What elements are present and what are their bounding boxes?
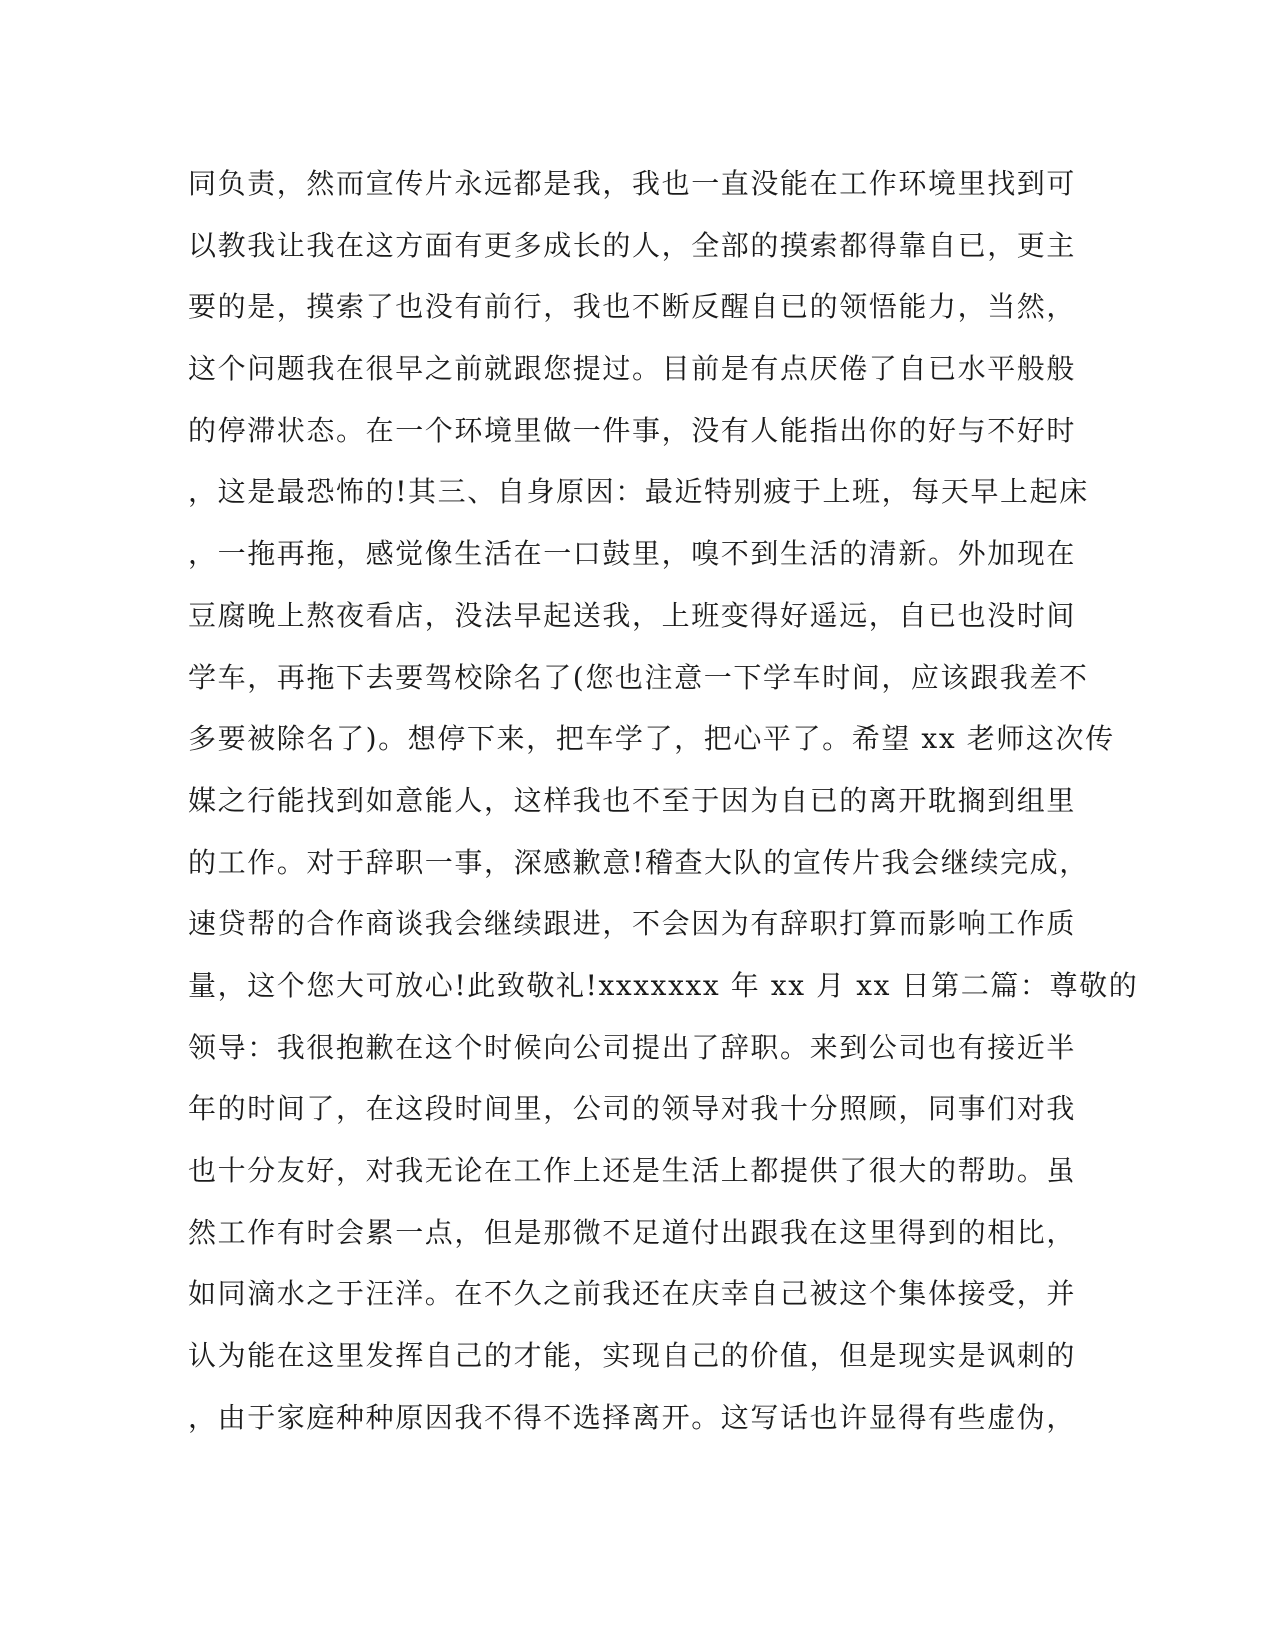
text-line: 认为能在这里发挥自己的才能，实现自己的价值，但是现实是讽刺的	[188, 1339, 1077, 1373]
text-line: 如同滴水之于汪洋。在不久之前我还在庆幸自己被这个集体接受，并	[188, 1277, 1077, 1311]
text-line: ，由于家庭种种原因我不得不选择离开。这写话也许显得有些虚伪，	[188, 1400, 1077, 1434]
text-line: 要的是，摸索了也没有前行，我也不断反醒自已的领悟能力，当然，	[188, 290, 1077, 324]
text-line: 媒之行能找到如意能人，这样我也不至于因为自已的离开耽搁到组里	[188, 783, 1077, 817]
text-line: 以教我让我在这方面有更多成长的人，全部的摸索都得靠自已，更主	[188, 228, 1077, 262]
text-line: 也十分友好，对我无论在工作上还是生活上都提供了很大的帮助。虽	[188, 1154, 1077, 1187]
text-line: ，这是最恐怖的!其三、自身原因：最近特别疲于上班，每天早上起床	[188, 475, 1089, 509]
text-line: 多要被除名了)。想停下来，把车学了，把心平了。希望 xx 老师这次传	[188, 722, 1115, 756]
text-line: 然工作有时会累一点，但是那微不足道付出跟我在这里得到的相比，	[188, 1215, 1077, 1249]
text-line: 领导：我很抱歉在这个时候向公司提出了辞职。来到公司也有接近半	[188, 1030, 1077, 1064]
text-line: 量，这个您大可放心!此致敬礼!xxxxxxx 年 xx 月 xx 日第二篇：尊敬的	[188, 968, 1139, 1002]
text-line: 同负责，然而宣传片永远都是我，我也一直没能在工作环境里找到可	[188, 167, 1077, 200]
text-line: 这个问题我在很早之前就跟您提过。目前是有点厌倦了自已水平般般	[188, 352, 1077, 386]
text-line: 速贷帮的合作商谈我会继续跟进，不会因为有辞职打算而影响工作质	[188, 907, 1077, 941]
text-line: 的工作。对于辞职一事，深感歉意!稽查大队的宣传片我会继续完成，	[188, 845, 1089, 879]
text-line: 的停滞状态。在一个环境里做一件事，没有人能指出你的好与不好时	[188, 413, 1077, 447]
text-line: ，一拖再拖，感觉像生活在一口鼓里，嗅不到生活的清新。外加现在	[188, 537, 1077, 571]
text-line: 豆腐晚上熬夜看店，没法早起送我，上班变得好遥远，自已也没时间	[188, 598, 1077, 632]
text-line: 年的时间了，在这段时间里，公司的领导对我十分照顾，同事们对我	[188, 1092, 1077, 1126]
body-text	[188, 164, 1139, 1459]
text-line: 学车，再拖下去要驾校除名了(您也注意一下学车时间，应该跟我差不	[188, 660, 1089, 694]
